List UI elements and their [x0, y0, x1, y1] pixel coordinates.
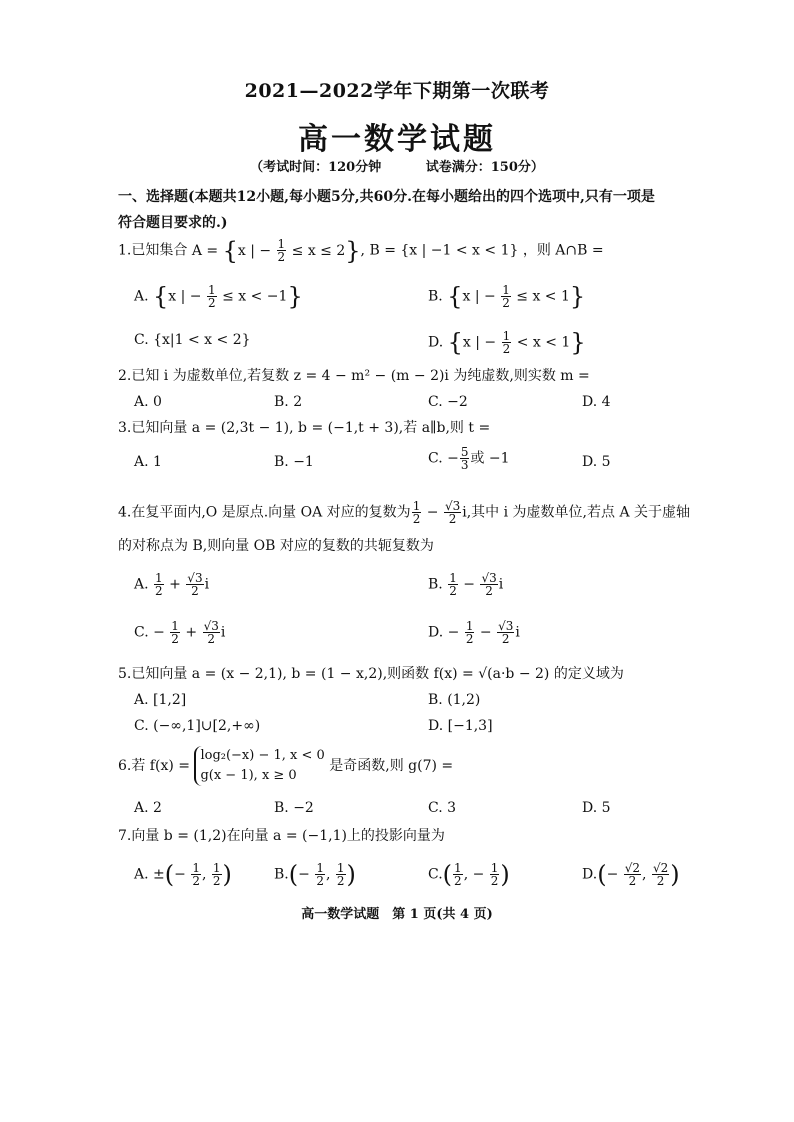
q6-piece-1: log₂(−x) − 1, x < 0 — [200, 748, 325, 763]
exam-year-title: 2021—2022学年下期第一次联考 — [244, 80, 550, 102]
exam-score: 试卷满分：150分） — [425, 160, 544, 175]
q7-option-d-label: D. — [582, 866, 598, 883]
q7-option-b: B.(− $\frac{1}{2}$ , $\frac{1}{2}$ ) — [274, 860, 356, 889]
q6-option-b: B. −2 — [274, 800, 314, 816]
q4-text-1b: ,其中 i 为虚数单位,若点 A 关于虚轴 — [466, 504, 691, 521]
q1-option-c — [134, 330, 251, 350]
question-5: 5.已知向量 a = (x − 2,1), b = (1 − x,2),则函数 f(x) = √(a·b − 2) 的定义域为 — [118, 666, 624, 682]
question-4-line-1: 4.在复平面内,O 是原点.向量 OA 对应的复数为 $\frac{1}{2}$ − $\frac{√3}{2}$ i,其中 i 为虚数单位,若点 A 关于虚轴 — [118, 499, 691, 526]
q2-option-c: C. −2 — [428, 394, 468, 410]
q4-option-d-label: D. − — [428, 624, 460, 641]
q3-option-c-label: C. − — [428, 450, 459, 467]
q5-option-c: C. (−∞,1]∪[2,+∞) — [134, 718, 261, 734]
q7-option-c-label: C. — [428, 866, 443, 883]
q2-option-a: A. 0 — [134, 394, 162, 410]
q6-suffix: 是奇函数,则 g(7) = — [329, 758, 454, 774]
q6-option-c: C. 3 — [428, 800, 457, 816]
q7-option-a-label: A. ± — [134, 866, 165, 883]
q1-prefix: 1.已知集合 — [118, 242, 188, 259]
q4-option-a: A. $\frac{1}{2}$ + $\frac{√3}{2}$ i — [134, 571, 210, 598]
page-footer: 高一数学试题 第 1 页(共 4 页) — [301, 907, 493, 922]
q4-option-b-label: B. — [428, 576, 443, 593]
q4-option-b: B. $\frac{1}{2}$ − $\frac{√3}{2}$ i — [428, 571, 504, 598]
q3-option-c: C. − $\frac{5}{3}$ 或 −1 — [428, 445, 510, 472]
q1-option-a-label: A. — [134, 288, 149, 305]
q4-text-1: 4.在复平面内,O 是原点.向量 OA 对应的复数为 — [118, 504, 411, 521]
q3-option-b: B. −1 — [274, 454, 314, 470]
q3-option-a: A. 1 — [134, 454, 162, 470]
question-1: 1.已知集合 A = {x | − $\frac{1}{2}$ ≤ x ≤ 2}, B = {x | −1 < x < 1} ，则 A∩B = — [118, 236, 604, 265]
q5-option-a: A. [1,2] — [134, 692, 187, 708]
q1-option-d-label: D. — [428, 334, 444, 351]
q7-option-b-label: B. — [274, 866, 289, 883]
q7-option-d: D.(− $\frac{√2}{2}$ , $\frac{√2}{2}$ ) — [582, 860, 680, 889]
q6-prefix: 6.若 f(x) = — [118, 758, 190, 774]
q7-option-a: A. ±(− $\frac{1}{2}$ , $\frac{1}{2}$ ) — [134, 860, 232, 889]
question-2: 2.已知 i 为虚数单位,若复数 z = 4 − m² − (m − 2)i 为纯虚数,则实数 m = — [118, 368, 590, 384]
q5-option-b: B. (1,2) — [428, 692, 481, 708]
section-heading: 一、选择题(本题共12小题,每小题5分,共60分.在每小题给出的四个选项中,只有一项是符合题目要求的.) — [118, 189, 655, 231]
q1-option-a: A. {x | − $\frac{1}{2}$ ≤ x < −1} — [134, 282, 303, 311]
q6-piece-2: g(x − 1), x ≥ 0 — [200, 768, 297, 783]
question-3: 3.已知向量 a = (2,3t − 1), b = (−1,t + 3),若 a∥b,则 t = — [118, 420, 491, 436]
q3-option-c-suffix: 或 −1 — [470, 450, 510, 467]
q1-option-b-label: B. — [428, 288, 443, 305]
exam-time: （考试时间：120分钟 — [250, 160, 382, 175]
q1-set-b: B = {x | −1 < x < 1} — [369, 242, 519, 259]
q1-option-c-label: C. — [134, 332, 149, 348]
exam-title: 高一数学试题 — [298, 122, 496, 157]
question-4-line-2: 的对称点为 B,则向量 OB 对应的复数的共轭复数为 — [118, 538, 434, 554]
q4-option-d: D. − $\frac{1}{2}$ − $\frac{√3}{2}$ i — [428, 619, 520, 646]
q4-option-a-label: A. — [134, 576, 149, 593]
question-7: 7.向量 b = (1,2)在向量 a = (−1,1)上的投影向量为 — [118, 828, 445, 844]
q6-piecewise — [194, 746, 324, 786]
q5-option-d: D. [−1,3] — [428, 718, 493, 734]
q3-option-d: D. 5 — [582, 454, 611, 470]
q2-option-d: D. 4 — [582, 394, 611, 410]
q1-option-d: D. {x | − $\frac{1}{2}$ < x < 1} — [428, 328, 586, 357]
q1-set-a: A = {x | − $\frac{1}{2}$ ≤ x ≤ 2} — [191, 236, 361, 265]
q6-option-a: A. 2 — [134, 800, 162, 816]
q6-option-d: D. 5 — [582, 800, 611, 816]
q1-option-c-text: {x|1 < x < 2} — [153, 332, 251, 348]
q4-option-c: C. − $\frac{1}{2}$ + $\frac{√3}{2}$ i — [134, 619, 226, 646]
q7-option-c: C.( $\frac{1}{2}$ , − $\frac{1}{2}$ ) — [428, 860, 510, 889]
question-6 — [118, 746, 453, 786]
q2-option-b: B. 2 — [274, 394, 303, 410]
q4-option-c-label: C. − — [134, 624, 165, 641]
q1-suffix: ，则 A∩B = — [522, 242, 604, 259]
exam-info — [0, 156, 794, 175]
q1-option-b: B. {x | − $\frac{1}{2}$ ≤ x < 1} — [428, 282, 586, 311]
